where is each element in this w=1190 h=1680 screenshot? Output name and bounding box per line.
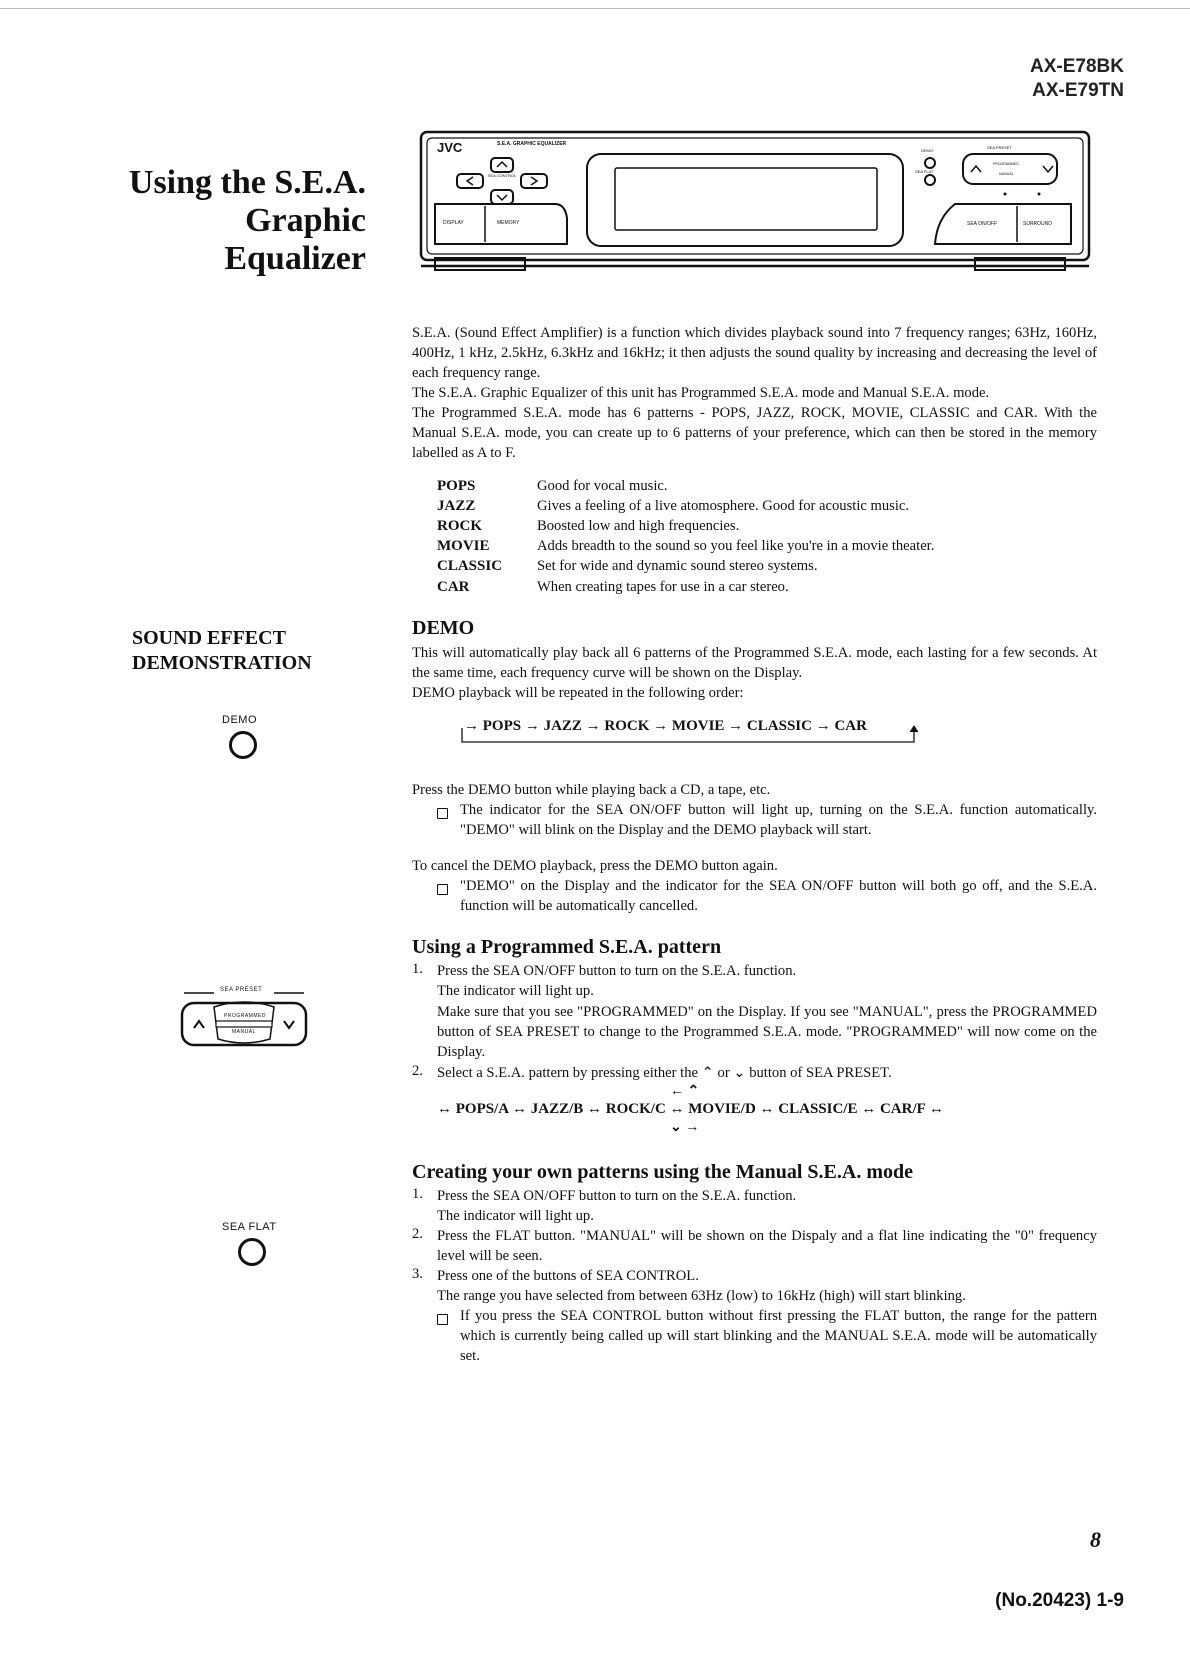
- step-number: 2.: [412, 1063, 423, 1079]
- demo-press-instruction: Press the DEMO button while playing back a CD, a tape, etc.: [412, 782, 771, 798]
- programmed-step-1-extra-2: Make sure that you see "PROGRAMMED" on the Display. If you see "MANUAL", press the PROGRAMMED button of SEA PRESET to change to the Programmed S.E.A. mode. "PROGRAMMED" will now come on the Display.: [437, 1004, 1097, 1060]
- demo-heading: DEMO: [412, 617, 475, 639]
- title-line-1: Using the S.E.A.: [128, 164, 366, 201]
- manual-step-3: Press one of the buttons of SEA CONTROL.: [437, 1268, 699, 1284]
- model-number-1: AX-E78BK: [1030, 56, 1124, 77]
- side-heading-line-1: SOUND EFFECT: [132, 627, 286, 649]
- programmed-step-1: Press the SEA ON/OFF button to turn on the S.E.A. function.: [437, 963, 797, 979]
- checkbox-bullet-icon: [437, 806, 448, 824]
- demo-sequence: → POPS → JAZZ → ROCK → MOVIE → CLASSIC → CAR: [464, 718, 867, 734]
- demo-paragraph-1: This will automatically play back all 6 patterns of the Programmed S.E.A. mode, each lasting for a few seconds. At the same time, each frequency curve will be shown on the Display.: [412, 645, 1097, 681]
- front-panel-illustration: [415, 128, 1095, 280]
- demo-button-icon: [229, 731, 257, 759]
- page-number: 8: [1090, 1527, 1101, 1552]
- pattern-name: CAR: [437, 579, 470, 595]
- demo-cancel-instruction: To cancel the DEMO playback, press the DEMO button again.: [412, 858, 778, 874]
- front-panel-drawing: [415, 128, 1095, 280]
- checkbox-bullet-icon: [437, 1312, 448, 1330]
- programmed-step-1-extra-1: The indicator will light up.: [437, 983, 594, 999]
- manual-step-2: Press the FLAT button. "MANUAL" will be shown on the Dispaly and a flat line indicating the "0" frequency level will be seen.: [437, 1228, 1097, 1264]
- panel-brand-logo: JVC: [437, 140, 463, 155]
- checkbox-bullet-icon: [437, 882, 448, 900]
- intro-section: [412, 323, 1097, 463]
- step-number: 1.: [412, 1186, 423, 1202]
- pattern-name: POPS: [437, 478, 476, 494]
- manual-step-1: Press the SEA ON/OFF button to turn on the S.E.A. function.: [437, 1188, 797, 1204]
- panel-programmed-label: PROGRAMMED: [993, 162, 1019, 166]
- side-heading-line-2: DEMONSTRATION: [132, 652, 312, 674]
- pattern-desc: Good for vocal music.: [537, 478, 668, 494]
- panel-surround-button: SURROUND: [1023, 221, 1052, 227]
- sea-preset-icon: [176, 987, 312, 1051]
- title-line-2: Graphic: [245, 202, 366, 239]
- manual-heading: Creating your own patterns using the Manual S.E.A. mode: [412, 1161, 913, 1183]
- panel-sea-flat-label: SEA FLAT: [915, 169, 934, 174]
- intro-paragraph-1: S.E.A. (Sound Effect Amplifier) is a function which divides playback sound into 7 frequency ranges; 63Hz, 160Hz, 400Hz, 1 kHz, 2.5kHz, 6.3kHz and 16kHz; it then adjusts the sound quality by increasing and decreasing the level of each frequency range.: [412, 325, 1097, 381]
- panel-manual-label: MANUAL: [999, 172, 1014, 176]
- demo-sequence-diagram: [460, 718, 918, 740]
- cycle-arrow-up: ← ⌃: [670, 1084, 700, 1099]
- sea-preset-icon-group: [176, 987, 312, 1051]
- intro-paragraph-3: The Programmed S.E.A. mode has 6 patterns - POPS, JAZZ, ROCK, MOVIE, CLASSIC and CAR. With the Manual S.E.A. mode, you can create up to 6 patterns of your preference, which can then be stored in the memory labelled as A to F.: [412, 405, 1097, 461]
- programmed-step-2: Select a S.E.A. pattern by pressing either the ⌃ or ⌄ button of SEA PRESET.: [437, 1065, 892, 1081]
- step-number: 3.: [412, 1266, 423, 1282]
- pattern-desc: Set for wide and dynamic sound stereo systems.: [537, 558, 818, 574]
- model-number-2: AX-E79TN: [1032, 80, 1124, 101]
- panel-display-button: DISPLAY: [443, 220, 464, 226]
- pattern-desc: When creating tapes for use in a car stereo.: [537, 579, 789, 595]
- sea-preset-label: SEA PRESET: [220, 987, 263, 993]
- panel-sea-onoff-button: SEA ON/OFF: [967, 221, 998, 227]
- demo-icon-label: DEMO: [222, 714, 257, 726]
- cycle-arrow-down: ⌄ →: [670, 1120, 700, 1135]
- pattern-name: CLASSIC: [437, 558, 503, 574]
- manual-step-1-extra: The indicator will light up.: [437, 1208, 594, 1224]
- step-number: 2.: [412, 1226, 423, 1242]
- intro-paragraph-2: The S.E.A. Graphic Equalizer of this unit has Programmed S.E.A. mode and Manual S.E.A. mode.: [412, 385, 990, 401]
- sea-preset-programmed-label: PROGRAMMED: [224, 1013, 266, 1019]
- panel-demo-label: DEMO: [921, 148, 933, 153]
- panel-sea-control-label: SEA CONTROL: [487, 173, 517, 178]
- panel-caption: S.E.A. GRAPHIC EQUALIZER: [497, 141, 567, 147]
- manual-step-3-extra: The range you have selected from between 63Hz (low) to 16kHz (high) will start blinking.: [437, 1288, 966, 1304]
- panel-memory-button: MEMORY: [497, 220, 520, 226]
- document-number: (No.20423) 1-9: [995, 1590, 1124, 1611]
- demo-paragraph-2: DEMO playback will be repeated in the following order:: [412, 685, 744, 701]
- pattern-name: JAZZ: [437, 498, 476, 514]
- panel-sea-preset-label: SEA PRESET: [987, 145, 1012, 150]
- top-rule: [0, 8, 1190, 9]
- pattern-name: ROCK: [437, 518, 482, 534]
- demo-note-2: "DEMO" on the Display and the indicator for the SEA ON/OFF button will both go off, and the S.E.A. function will be automatically cancelled.: [460, 878, 1097, 914]
- sea-flat-button-icon: [238, 1238, 266, 1266]
- step-number: 1.: [412, 961, 423, 977]
- demo-note-1: The indicator for the SEA ON/OFF button will light up, turning on the S.E.A. function automatically. "DEMO" will blink on the Display and the DEMO playback will start.: [460, 802, 1097, 838]
- pattern-name: MOVIE: [437, 538, 490, 554]
- sea-flat-icon-label: SEA FLAT: [222, 1221, 277, 1233]
- sea-preset-manual-label: MANUAL: [232, 1029, 256, 1035]
- pattern-desc: Adds breadth to the sound so you feel like you're in a movie theater.: [537, 538, 935, 554]
- pattern-desc: Boosted low and high frequencies.: [537, 518, 740, 534]
- programmed-pattern-cycle: ↔ POPS/A ↔ JAZZ/B ↔ ROCK/C ↔ MOVIE/D ↔ CLASSIC/E ↔ CAR/F ↔: [437, 1101, 944, 1117]
- programmed-heading: Using a Programmed S.E.A. pattern: [412, 936, 722, 958]
- pattern-desc: Gives a feeling of a live atomosphere. Good for acoustic music.: [537, 498, 910, 514]
- title-line-3: Equalizer: [224, 240, 366, 277]
- manual-note: If you press the SEA CONTROL button without first pressing the FLAT button, the range for the pattern which is currently being called up will start blinking and the MANUAL S.E.A. mode will be automatically set.: [460, 1308, 1097, 1364]
